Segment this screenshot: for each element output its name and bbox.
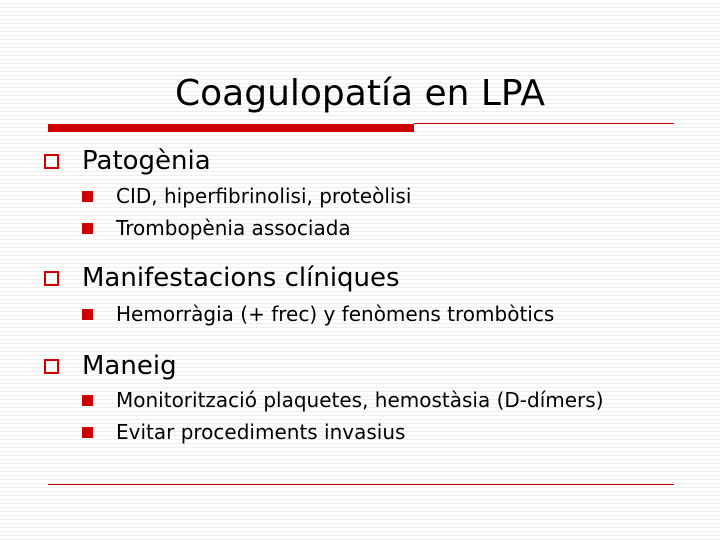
list-item-text: Monitorització plaquetes, hemostàsia (D-dímers) xyxy=(116,388,604,412)
list-item-text: CID, hiperfibrinolisi, proteòlisi xyxy=(116,184,412,208)
section-heading: Maneig xyxy=(82,351,177,381)
section-patogenia xyxy=(44,144,211,178)
filled-square-icon xyxy=(82,223,93,234)
list-item xyxy=(82,419,405,445)
filled-square-icon xyxy=(82,427,93,438)
list-item xyxy=(82,215,351,241)
section-heading: Manifestacions clíniques xyxy=(82,263,400,293)
section-maneig xyxy=(44,349,177,383)
section-manifestacions xyxy=(44,261,400,295)
filled-square-icon xyxy=(82,395,93,406)
list-item xyxy=(82,301,554,327)
list-item-text: Evitar procediments invasius xyxy=(116,420,406,444)
title-underline-thick xyxy=(48,124,414,132)
list-item-text: Hemorràgia (+ frec) y fenòmens trombòtics xyxy=(116,302,555,326)
title-underline-thin xyxy=(414,123,674,124)
hollow-square-icon xyxy=(44,154,59,169)
filled-square-icon xyxy=(82,309,93,320)
section-heading: Patogènia xyxy=(82,146,211,176)
list-item xyxy=(82,183,411,209)
filled-square-icon xyxy=(82,191,93,202)
footer-rule xyxy=(48,484,674,485)
slide-title: Coagulopatía en LPA xyxy=(175,73,545,114)
hollow-square-icon xyxy=(44,271,59,286)
list-item-text: Trombopènia associada xyxy=(116,216,351,240)
hollow-square-icon xyxy=(44,359,59,374)
list-item xyxy=(82,387,604,413)
